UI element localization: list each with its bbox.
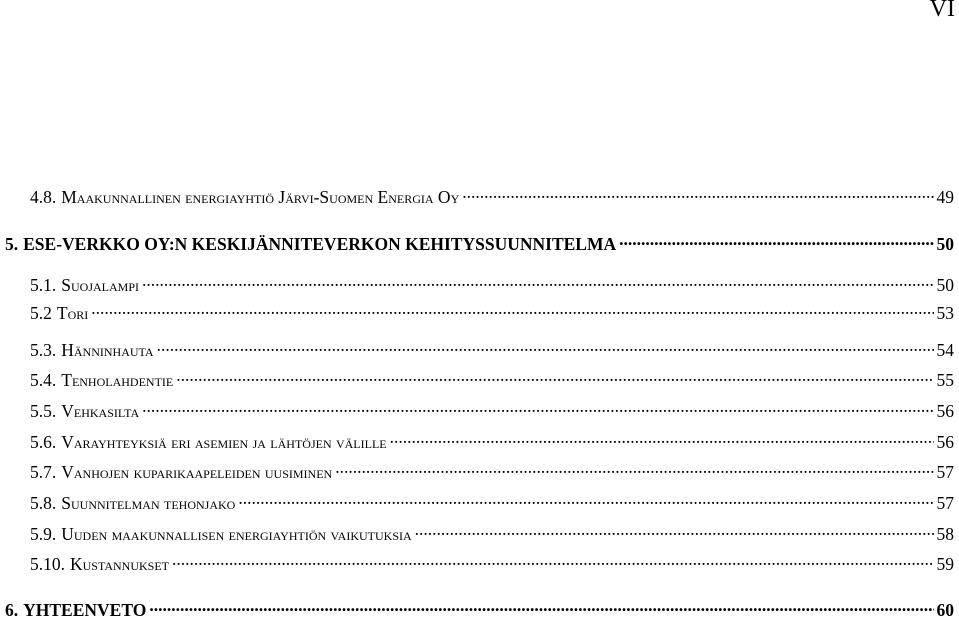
toc-entry-page: 50 <box>936 275 954 295</box>
toc-entry-number: 5.3. <box>30 340 57 360</box>
dot-leader <box>415 518 934 540</box>
toc-entry-number: 5.7. <box>30 462 57 482</box>
toc-entry-number: 5. <box>5 234 19 254</box>
toc-entry-page: 49 <box>936 187 954 207</box>
toc-entry-page: 50 <box>936 234 954 254</box>
toc-entry-title: Hänninhauta <box>61 340 154 360</box>
toc-entry-page: 54 <box>936 340 954 360</box>
dot-leader <box>172 548 933 570</box>
dot-leader <box>462 181 933 203</box>
toc-entry-5-5[interactable] <box>30 395 954 422</box>
toc-entry-number: 5.5. <box>30 401 57 421</box>
toc-entry-page: 60 <box>936 600 954 620</box>
toc-entry-title: Vanhojen kuparikaapeleiden uusiminen <box>61 462 333 482</box>
toc-entry-page: 56 <box>936 432 954 452</box>
toc-entry-title: Suunnitelman tehonjako <box>61 493 236 513</box>
toc-entry-number: 6. <box>5 600 19 620</box>
toc-entry-4-8[interactable] <box>30 181 954 208</box>
dot-leader <box>335 456 933 478</box>
toc-entry-number: 5.9. <box>30 524 57 544</box>
toc-entry-page: 57 <box>936 462 954 482</box>
toc-entry-page: 53 <box>936 303 954 323</box>
toc-entry-title: Uuden maakunnallisen energiayhtiön vaikutuksia <box>61 524 412 544</box>
toc-entry-page: 56 <box>936 401 954 421</box>
toc-entry-number: 5.4. <box>30 370 57 390</box>
toc-entry-5-3[interactable] <box>30 334 954 361</box>
toc-entry-page: 58 <box>936 524 954 544</box>
toc-entry-5[interactable] <box>5 228 954 255</box>
toc-entry-number: 5.10. <box>30 554 65 574</box>
toc-entry-5-10[interactable] <box>30 548 954 575</box>
dot-leader <box>142 269 934 291</box>
toc-entry-number: 5.2 <box>30 303 52 323</box>
toc-entry-5-9[interactable] <box>30 518 954 545</box>
toc-entry-title: Maakunnallinen energiayhtiö Järvi-Suomen Energia Oy <box>61 187 460 207</box>
dot-leader <box>619 228 933 250</box>
toc-entry-title: YHTEENVETO <box>23 600 147 620</box>
toc-entry-5-8[interactable] <box>30 487 954 514</box>
toc-entry-title: Tori <box>56 303 89 323</box>
dot-leader <box>176 364 933 386</box>
toc-entry-5-1[interactable] <box>30 269 954 296</box>
toc-entry-title: Suojalampi <box>61 275 139 295</box>
dot-leader <box>142 395 933 417</box>
toc-entry-number: 5.8. <box>30 493 57 513</box>
dot-leader <box>238 487 933 509</box>
toc-entry-title: Kustannukset <box>70 554 170 574</box>
toc-entry-title: Varayhteyksiä eri asemien ja lähtöjen välille <box>61 432 387 452</box>
toc-entry-5-2[interactable] <box>30 297 954 324</box>
page-number: VI <box>929 0 955 22</box>
toc-entry-title: Vehkasilta <box>61 401 140 421</box>
toc-entry-5-4[interactable] <box>30 364 954 391</box>
toc-entry-number: 4.8. <box>30 187 57 207</box>
toc-entry-6[interactable] <box>5 594 954 621</box>
dot-leader <box>390 426 934 448</box>
dot-leader <box>149 594 933 616</box>
dot-leader <box>157 334 934 356</box>
toc-entry-number: 5.6. <box>30 432 57 452</box>
toc-entry-title: ESE-VERKKO OY:N KESKIJÄNNITEVERKON KEHITYSSUUNNITELMA <box>23 234 617 254</box>
dot-leader <box>91 297 933 319</box>
toc-entry-page: 59 <box>936 554 954 574</box>
toc-entry-number: 5.1. <box>30 275 57 295</box>
toc-entry-title: Tenholahdentie <box>61 370 174 390</box>
toc-entry-5-7[interactable] <box>30 456 954 483</box>
toc-entry-page: 57 <box>936 493 954 513</box>
toc-entry-page: 55 <box>936 370 954 390</box>
toc-entry-5-6[interactable] <box>30 426 954 453</box>
